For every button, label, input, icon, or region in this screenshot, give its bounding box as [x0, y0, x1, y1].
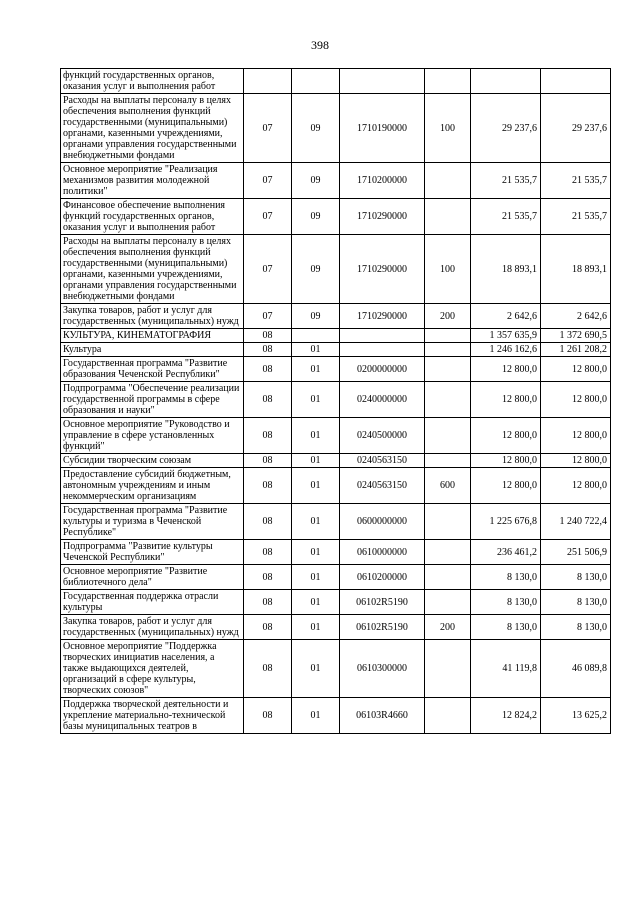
expense-type-cell: [425, 199, 471, 235]
subsection-code-cell: 01: [292, 640, 340, 698]
amount-year2-cell: 12 800,0: [541, 454, 611, 468]
row-name-cell: Основное мероприятие "Реализация механизмов развития молодежной политики": [61, 163, 244, 199]
row-name-cell: Подпрограмма "Развитие культуры Чеченской Республики": [61, 540, 244, 565]
row-name-cell: Закупка товаров, работ и услуг для государственных (муниципальных) нужд: [61, 615, 244, 640]
section-code-cell: 07: [244, 94, 292, 163]
expense-type-cell: [425, 454, 471, 468]
expense-type-cell: [425, 540, 471, 565]
target-article-cell: 06102R5190: [340, 590, 425, 615]
section-code-cell: 08: [244, 343, 292, 357]
amount-year1-cell: 29 237,6: [471, 94, 541, 163]
amount-year2-cell: 1 240 722,4: [541, 504, 611, 540]
subsection-code-cell: 09: [292, 163, 340, 199]
amount-year1-cell: 12 800,0: [471, 468, 541, 504]
target-article-cell: 1710190000: [340, 94, 425, 163]
amount-year1-cell: 8 130,0: [471, 590, 541, 615]
target-article-cell: 1710290000: [340, 235, 425, 304]
table-row: [61, 640, 611, 698]
target-article-cell: 0600000000: [340, 504, 425, 540]
table-row: [61, 357, 611, 382]
amount-year1-cell: 2 642,6: [471, 304, 541, 329]
amount-year2-cell: 12 800,0: [541, 382, 611, 418]
expense-type-cell: 200: [425, 304, 471, 329]
amount-year1-cell: 12 800,0: [471, 382, 541, 418]
section-code-cell: 08: [244, 382, 292, 418]
target-article-cell: 0240563150: [340, 468, 425, 504]
budget-table-body: [61, 69, 611, 734]
amount-year2-cell: 251 506,9: [541, 540, 611, 565]
target-article-cell: 1710200000: [340, 163, 425, 199]
table-row: [61, 163, 611, 199]
expense-type-cell: [425, 640, 471, 698]
amount-year1-cell: 1 357 635,9: [471, 329, 541, 343]
section-code-cell: 08: [244, 540, 292, 565]
amount-year1-cell: [471, 69, 541, 94]
table-row: [61, 199, 611, 235]
target-article-cell: 0240500000: [340, 418, 425, 454]
amount-year2-cell: 1 261 208,2: [541, 343, 611, 357]
expense-type-cell: [425, 590, 471, 615]
subsection-code-cell: 01: [292, 504, 340, 540]
table-row: [61, 329, 611, 343]
amount-year1-cell: 21 535,7: [471, 163, 541, 199]
amount-year1-cell: 12 824,2: [471, 698, 541, 734]
table-row: [61, 468, 611, 504]
expense-type-cell: 200: [425, 615, 471, 640]
subsection-code-cell: 01: [292, 468, 340, 504]
amount-year2-cell: 2 642,6: [541, 304, 611, 329]
section-code-cell: 08: [244, 357, 292, 382]
table-row: [61, 615, 611, 640]
subsection-code-cell: 01: [292, 454, 340, 468]
row-name-cell: Расходы на выплаты персоналу в целях обеспечения выполнения функций государственными (муниципальными) органами, казенными учреждениями, органами управления государственными внебюджетными фондами: [61, 94, 244, 163]
expense-type-cell: [425, 69, 471, 94]
row-name-cell: Основное мероприятие "Развитие библиотечного дела": [61, 565, 244, 590]
amount-year2-cell: 46 089,8: [541, 640, 611, 698]
amount-year2-cell: 1 372 690,5: [541, 329, 611, 343]
row-name-cell: Поддержка творческой деятельности и укрепление материально-технической базы муниципальных театров в: [61, 698, 244, 734]
subsection-code-cell: 09: [292, 235, 340, 304]
subsection-code-cell: 01: [292, 540, 340, 565]
subsection-code-cell: 09: [292, 304, 340, 329]
row-name-cell: Подпрограмма "Обеспечение реализации государственной программы в сфере образования и науки": [61, 382, 244, 418]
subsection-code-cell: 09: [292, 199, 340, 235]
section-code-cell: 08: [244, 615, 292, 640]
row-name-cell: Основное мероприятие "Поддержка творческих инициатив населения, а также выдающихся деятелей, организаций в сфере культуры, творческих союзов": [61, 640, 244, 698]
expense-type-cell: [425, 343, 471, 357]
row-name-cell: Предоставление субсидий бюджетным, автономным учреждениям и иным некоммерческим организациям: [61, 468, 244, 504]
row-name-cell: Финансовое обеспечение выполнения функций государственных органов, оказания услуг и выполнения работ: [61, 199, 244, 235]
target-article-cell: [340, 69, 425, 94]
amount-year2-cell: 12 800,0: [541, 418, 611, 454]
target-article-cell: 06102R5190: [340, 615, 425, 640]
amount-year1-cell: 12 800,0: [471, 357, 541, 382]
table-row: [61, 590, 611, 615]
section-code-cell: 08: [244, 640, 292, 698]
amount-year2-cell: 29 237,6: [541, 94, 611, 163]
section-code-cell: 08: [244, 698, 292, 734]
section-code-cell: 07: [244, 304, 292, 329]
expense-type-cell: [425, 382, 471, 418]
section-code-cell: 07: [244, 235, 292, 304]
expense-type-cell: [425, 565, 471, 590]
amount-year1-cell: 8 130,0: [471, 565, 541, 590]
subsection-code-cell: [292, 69, 340, 94]
table-row: [61, 565, 611, 590]
amount-year1-cell: 12 800,0: [471, 454, 541, 468]
amount-year2-cell: 12 800,0: [541, 468, 611, 504]
section-code-cell: 07: [244, 163, 292, 199]
row-name-cell: Основное мероприятие "Руководство и управление в сфере установленных функций": [61, 418, 244, 454]
amount-year2-cell: 21 535,7: [541, 163, 611, 199]
amount-year2-cell: 8 130,0: [541, 565, 611, 590]
subsection-code-cell: 09: [292, 94, 340, 163]
section-code-cell: 08: [244, 565, 292, 590]
section-code-cell: 08: [244, 454, 292, 468]
amount-year2-cell: 8 130,0: [541, 590, 611, 615]
table-row: [61, 382, 611, 418]
row-name-cell: КУЛЬТУРА, КИНЕМАТОГРАФИЯ: [61, 329, 244, 343]
table-row: [61, 304, 611, 329]
page-number: 398: [311, 38, 329, 52]
table-row: [61, 343, 611, 357]
target-article-cell: 06103R4660: [340, 698, 425, 734]
expense-type-cell: 100: [425, 94, 471, 163]
target-article-cell: 0610300000: [340, 640, 425, 698]
expense-type-cell: [425, 163, 471, 199]
row-name-cell: Государственная поддержка отрасли культуры: [61, 590, 244, 615]
amount-year1-cell: 1 246 162,6: [471, 343, 541, 357]
table-row: [61, 418, 611, 454]
table-row: [61, 235, 611, 304]
subsection-code-cell: [292, 329, 340, 343]
amount-year2-cell: 18 893,1: [541, 235, 611, 304]
amount-year2-cell: [541, 69, 611, 94]
expense-type-cell: 100: [425, 235, 471, 304]
subsection-code-cell: 01: [292, 418, 340, 454]
amount-year2-cell: 21 535,7: [541, 199, 611, 235]
section-code-cell: 08: [244, 418, 292, 454]
amount-year1-cell: 236 461,2: [471, 540, 541, 565]
subsection-code-cell: 01: [292, 343, 340, 357]
section-code-cell: 08: [244, 468, 292, 504]
target-article-cell: 0240563150: [340, 454, 425, 468]
amount-year1-cell: 18 893,1: [471, 235, 541, 304]
expense-type-cell: 600: [425, 468, 471, 504]
amount-year1-cell: 8 130,0: [471, 615, 541, 640]
table-row: [61, 69, 611, 94]
expense-type-cell: [425, 504, 471, 540]
expense-type-cell: [425, 698, 471, 734]
row-name-cell: Государственная программа "Развитие образования Чеченской Республики": [61, 357, 244, 382]
amount-year2-cell: 13 625,2: [541, 698, 611, 734]
target-article-cell: [340, 329, 425, 343]
target-article-cell: 0610200000: [340, 565, 425, 590]
row-name-cell: Субсидии творческим союзам: [61, 454, 244, 468]
subsection-code-cell: 01: [292, 615, 340, 640]
expense-type-cell: [425, 329, 471, 343]
target-article-cell: [340, 343, 425, 357]
target-article-cell: 1710290000: [340, 199, 425, 235]
expense-type-cell: [425, 357, 471, 382]
amount-year1-cell: 21 535,7: [471, 199, 541, 235]
target-article-cell: 0610000000: [340, 540, 425, 565]
target-article-cell: 0200000000: [340, 357, 425, 382]
expense-type-cell: [425, 418, 471, 454]
row-name-cell: Закупка товаров, работ и услуг для государственных (муниципальных) нужд: [61, 304, 244, 329]
table-row: [61, 94, 611, 163]
amount-year1-cell: 1 225 676,8: [471, 504, 541, 540]
target-article-cell: 1710290000: [340, 304, 425, 329]
section-code-cell: [244, 69, 292, 94]
amount-year1-cell: 12 800,0: [471, 418, 541, 454]
row-name-cell: Государственная программа "Развитие культуры и туризма в Чеченской Республике": [61, 504, 244, 540]
table-row: [61, 540, 611, 565]
budget-table: [60, 68, 611, 734]
subsection-code-cell: 01: [292, 357, 340, 382]
section-code-cell: 08: [244, 329, 292, 343]
amount-year2-cell: 12 800,0: [541, 357, 611, 382]
section-code-cell: 08: [244, 590, 292, 615]
amount-year1-cell: 41 119,8: [471, 640, 541, 698]
subsection-code-cell: 01: [292, 382, 340, 418]
section-code-cell: 07: [244, 199, 292, 235]
table-row: [61, 698, 611, 734]
amount-year2-cell: 8 130,0: [541, 615, 611, 640]
target-article-cell: 0240000000: [340, 382, 425, 418]
subsection-code-cell: 01: [292, 590, 340, 615]
section-code-cell: 08: [244, 504, 292, 540]
row-name-cell: функций государственных органов, оказания услуг и выполнения работ: [61, 69, 244, 94]
subsection-code-cell: 01: [292, 565, 340, 590]
row-name-cell: Расходы на выплаты персоналу в целях обеспечения выполнения функций государственными (муниципальными) органами, казенными учреждениями, органами управления государственными внебюджетными фондами: [61, 235, 244, 304]
table-row: [61, 454, 611, 468]
row-name-cell: Культура: [61, 343, 244, 357]
subsection-code-cell: 01: [292, 698, 340, 734]
table-row: [61, 504, 611, 540]
